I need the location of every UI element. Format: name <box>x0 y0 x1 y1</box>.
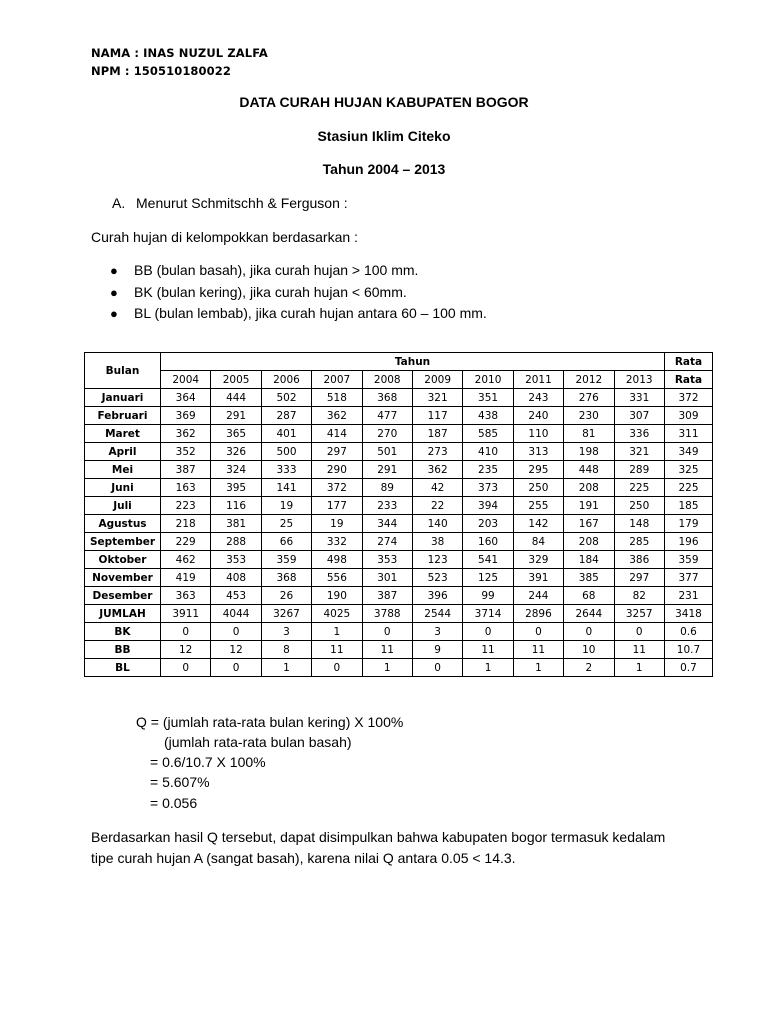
header-bulan: Bulan <box>85 353 161 389</box>
row-label: Maret <box>85 425 161 443</box>
table-cell: 462 <box>161 551 211 569</box>
list-item: ● BL (bulan lembab), jika curah hujan antara 60 – 100 mm. <box>110 305 487 321</box>
table-cell: 198 <box>564 443 614 461</box>
table-cell: 82 <box>614 587 664 605</box>
table-cell: 233 <box>362 497 412 515</box>
table-cell: 3911 <box>161 605 211 623</box>
table-cell: 0 <box>312 659 362 677</box>
table-row <box>85 533 713 551</box>
table-cell: 391 <box>513 569 563 587</box>
table-cell: 230 <box>564 407 614 425</box>
formula-line-3: = 0.6/10.7 X 100% <box>150 754 266 770</box>
formula-line-2: (jumlah rata-rata bulan basah) <box>164 734 352 750</box>
table-cell: 270 <box>362 425 412 443</box>
row-label: April <box>85 443 161 461</box>
row-label: Mei <box>85 461 161 479</box>
table-cell: 250 <box>614 497 664 515</box>
table-cell: 352 <box>161 443 211 461</box>
table-cell: 0 <box>211 659 261 677</box>
table-cell: 353 <box>362 551 412 569</box>
row-label: BB <box>85 641 161 659</box>
table-cell: 0 <box>513 623 563 641</box>
table-cell: 223 <box>161 497 211 515</box>
table-cell: 250 <box>513 479 563 497</box>
table-cell: 410 <box>463 443 513 461</box>
table-cell: 208 <box>564 479 614 497</box>
table-cell: 68 <box>564 587 614 605</box>
header-rata-2: Rata <box>664 371 712 389</box>
table-cell: 363 <box>161 587 211 605</box>
student-npm: NPM : 150510180022 <box>91 64 231 78</box>
table-row <box>85 425 713 443</box>
table-cell: 2896 <box>513 605 563 623</box>
table-cell: 362 <box>412 461 462 479</box>
table-cell: 1 <box>362 659 412 677</box>
year-header: 2012 <box>564 371 614 389</box>
table-cell: 225 <box>614 479 664 497</box>
list-item: ● BB (bulan basah), jika curah hujan > 100 mm. <box>110 262 419 278</box>
criteria-list <box>110 262 487 327</box>
average-cell: 325 <box>664 461 712 479</box>
row-label: Agustus <box>85 515 161 533</box>
table-cell: 190 <box>312 587 362 605</box>
table-cell: 297 <box>614 569 664 587</box>
table-row <box>85 623 713 641</box>
table-cell: 110 <box>513 425 563 443</box>
table-cell: 229 <box>161 533 211 551</box>
year-header: 2011 <box>513 371 563 389</box>
table-row <box>85 515 713 533</box>
table-cell: 444 <box>211 389 261 407</box>
table-cell: 307 <box>614 407 664 425</box>
table-cell: 453 <box>211 587 261 605</box>
row-label: November <box>85 569 161 587</box>
table-cell: 26 <box>261 587 311 605</box>
year-header: 2013 <box>614 371 664 389</box>
row-label: Februari <box>85 407 161 425</box>
table-cell: 523 <box>412 569 462 587</box>
table-cell: 288 <box>211 533 261 551</box>
table-cell: 163 <box>161 479 211 497</box>
formula-line-4: = 5.607% <box>150 774 210 790</box>
table-cell: 369 <box>161 407 211 425</box>
average-cell: 225 <box>664 479 712 497</box>
table-cell: 1 <box>463 659 513 677</box>
table-cell: 331 <box>614 389 664 407</box>
bullet-icon: ● <box>110 263 118 278</box>
table-cell: 148 <box>614 515 664 533</box>
table-cell: 276 <box>564 389 614 407</box>
table-cell: 373 <box>463 479 513 497</box>
table-cell: 19 <box>261 497 311 515</box>
row-label: JUMLAH <box>85 605 161 623</box>
table-cell: 362 <box>312 407 362 425</box>
table-cell: 203 <box>463 515 513 533</box>
table-row <box>85 551 713 569</box>
table-cell: 290 <box>312 461 362 479</box>
section-a-text: Menurut Schmitschh & Ferguson : <box>136 195 348 211</box>
row-label: September <box>85 533 161 551</box>
student-name: NAMA : INAS NUZUL ZALFA <box>91 46 268 60</box>
average-cell: 309 <box>664 407 712 425</box>
average-cell: 0.7 <box>664 659 712 677</box>
table-cell: 387 <box>362 587 412 605</box>
conclusion-text: Berdasarkan hasil Q tersebut, dapat disimpulkan bahwa kabupaten bogor termasuk kedalam tipe curah hujan A (sangat basah), karena nilai Q antara 0.05 < 14.3. <box>91 829 666 866</box>
table-cell: 160 <box>463 533 513 551</box>
year-header: 2007 <box>312 371 362 389</box>
table-cell: 385 <box>564 569 614 587</box>
header-tahun: Tahun <box>161 353 665 371</box>
table-cell: 502 <box>261 389 311 407</box>
rainfall-table <box>84 352 713 677</box>
table-cell: 3788 <box>362 605 412 623</box>
table-cell: 125 <box>463 569 513 587</box>
table-cell: 3 <box>261 623 311 641</box>
year-header: 2009 <box>412 371 462 389</box>
table-cell: 187 <box>412 425 462 443</box>
table-cell: 11 <box>614 641 664 659</box>
table-cell: 25 <box>261 515 311 533</box>
section-a-marker: A. <box>112 195 126 211</box>
row-label: Juli <box>85 497 161 515</box>
table-cell: 295 <box>513 461 563 479</box>
table-cell: 12 <box>211 641 261 659</box>
table-cell: 141 <box>261 479 311 497</box>
table-cell: 501 <box>362 443 412 461</box>
document-title: DATA CURAH HUJAN KABUPATEN BOGOR <box>239 94 529 110</box>
table-cell: 11 <box>513 641 563 659</box>
table-cell: 297 <box>312 443 362 461</box>
table-cell: 117 <box>412 407 462 425</box>
year-header: 2006 <box>261 371 311 389</box>
table-cell: 1 <box>614 659 664 677</box>
table-cell: 3 <box>412 623 462 641</box>
table-cell: 167 <box>564 515 614 533</box>
table-cell: 387 <box>161 461 211 479</box>
table-cell: 419 <box>161 569 211 587</box>
table-cell: 184 <box>564 551 614 569</box>
table-cell: 438 <box>463 407 513 425</box>
table-cell: 235 <box>463 461 513 479</box>
table-cell: 38 <box>412 533 462 551</box>
average-cell: 196 <box>664 533 712 551</box>
table-cell: 66 <box>261 533 311 551</box>
table-cell: 177 <box>312 497 362 515</box>
table-cell: 0 <box>161 623 211 641</box>
table-cell: 0 <box>161 659 211 677</box>
table-cell: 518 <box>312 389 362 407</box>
bullet-icon: ● <box>110 306 118 321</box>
table-cell: 8 <box>261 641 311 659</box>
table-cell: 3714 <box>463 605 513 623</box>
table-cell: 381 <box>211 515 261 533</box>
table-cell: 324 <box>211 461 261 479</box>
table-row <box>85 659 713 677</box>
table-row <box>85 587 713 605</box>
table-cell: 301 <box>362 569 412 587</box>
average-cell: 349 <box>664 443 712 461</box>
table-cell: 353 <box>211 551 261 569</box>
table-row <box>85 479 713 497</box>
average-cell: 359 <box>664 551 712 569</box>
average-cell: 377 <box>664 569 712 587</box>
table-cell: 289 <box>614 461 664 479</box>
table-cell: 12 <box>161 641 211 659</box>
table-cell: 11 <box>362 641 412 659</box>
table-cell: 99 <box>463 587 513 605</box>
table-cell: 4025 <box>312 605 362 623</box>
table-cell: 273 <box>412 443 462 461</box>
formula-line-5: = 0.056 <box>150 795 198 811</box>
table-cell: 255 <box>513 497 563 515</box>
table-cell: 4044 <box>211 605 261 623</box>
table-cell: 344 <box>362 515 412 533</box>
table-cell: 22 <box>412 497 462 515</box>
intro-text: Curah hujan di kelompokkan berdasarkan : <box>91 229 358 245</box>
table-cell: 142 <box>513 515 563 533</box>
table-cell: 313 <box>513 443 563 461</box>
year-header: 2005 <box>211 371 261 389</box>
table-cell: 140 <box>412 515 462 533</box>
table-cell: 498 <box>312 551 362 569</box>
table-row <box>85 461 713 479</box>
table-cell: 359 <box>261 551 311 569</box>
average-cell: 231 <box>664 587 712 605</box>
table-cell: 401 <box>261 425 311 443</box>
average-cell: 311 <box>664 425 712 443</box>
table-cell: 2 <box>564 659 614 677</box>
list-item: ● BK (bulan kering), jika curah hujan < 60mm. <box>110 283 407 300</box>
year-header: 2010 <box>463 371 513 389</box>
table-cell: 208 <box>564 533 614 551</box>
row-label: BL <box>85 659 161 677</box>
table-cell: 1 <box>261 659 311 677</box>
table-cell: 321 <box>614 443 664 461</box>
table-row <box>85 389 713 407</box>
table-cell: 0 <box>362 623 412 641</box>
table-cell: 84 <box>513 533 563 551</box>
average-cell: 185 <box>664 497 712 515</box>
table-row <box>85 641 713 659</box>
table-cell: 2644 <box>564 605 614 623</box>
table-cell: 1 <box>312 623 362 641</box>
row-label: Januari <box>85 389 161 407</box>
table-cell: 287 <box>261 407 311 425</box>
table-cell: 585 <box>463 425 513 443</box>
table-cell: 123 <box>412 551 462 569</box>
table-cell: 541 <box>463 551 513 569</box>
formula-line-1: Q = (jumlah rata-rata bulan kering) X 100% <box>136 714 404 730</box>
table-cell: 329 <box>513 551 563 569</box>
average-cell: 10.7 <box>664 641 712 659</box>
table-cell: 191 <box>564 497 614 515</box>
table-row <box>85 605 713 623</box>
period-title: Tahun 2004 – 2013 <box>322 161 446 177</box>
table-cell: 332 <box>312 533 362 551</box>
row-label: Juni <box>85 479 161 497</box>
table-cell: 11 <box>312 641 362 659</box>
table-cell: 321 <box>412 389 462 407</box>
table-cell: 556 <box>312 569 362 587</box>
table-row <box>85 569 713 587</box>
table-cell: 0 <box>211 623 261 641</box>
row-label: BK <box>85 623 161 641</box>
table-cell: 351 <box>463 389 513 407</box>
table-cell: 3267 <box>261 605 311 623</box>
row-label: Oktober <box>85 551 161 569</box>
table-cell: 386 <box>614 551 664 569</box>
average-cell: 179 <box>664 515 712 533</box>
table-cell: 116 <box>211 497 261 515</box>
table-cell: 1 <box>513 659 563 677</box>
table-row <box>85 497 713 515</box>
section-a-heading <box>112 195 348 211</box>
average-cell: 3418 <box>664 605 712 623</box>
station-title: Stasiun Iklim Citeko <box>317 128 451 144</box>
table-cell: 285 <box>614 533 664 551</box>
table-cell: 368 <box>362 389 412 407</box>
table-cell: 368 <box>261 569 311 587</box>
table-cell: 19 <box>312 515 362 533</box>
table-cell: 0 <box>614 623 664 641</box>
table-cell: 81 <box>564 425 614 443</box>
average-cell: 0.6 <box>664 623 712 641</box>
table-cell: 274 <box>362 533 412 551</box>
table-cell: 42 <box>412 479 462 497</box>
table-cell: 218 <box>161 515 211 533</box>
table-cell: 243 <box>513 389 563 407</box>
table-cell: 9 <box>412 641 462 659</box>
table-cell: 11 <box>463 641 513 659</box>
table-cell: 395 <box>211 479 261 497</box>
table-cell: 244 <box>513 587 563 605</box>
table-row <box>85 407 713 425</box>
average-cell: 372 <box>664 389 712 407</box>
table-cell: 336 <box>614 425 664 443</box>
bullet-icon: ● <box>110 284 118 300</box>
table-cell: 333 <box>261 461 311 479</box>
table-cell: 408 <box>211 569 261 587</box>
table-cell: 364 <box>161 389 211 407</box>
table-cell: 326 <box>211 443 261 461</box>
table-cell: 362 <box>161 425 211 443</box>
year-header: 2008 <box>362 371 412 389</box>
table-cell: 0 <box>463 623 513 641</box>
table-cell: 414 <box>312 425 362 443</box>
table-cell: 372 <box>312 479 362 497</box>
table-cell: 291 <box>211 407 261 425</box>
table-cell: 394 <box>463 497 513 515</box>
table-row <box>85 443 713 461</box>
table-cell: 240 <box>513 407 563 425</box>
table-cell: 365 <box>211 425 261 443</box>
row-label: Desember <box>85 587 161 605</box>
table-cell: 3257 <box>614 605 664 623</box>
table-cell: 477 <box>362 407 412 425</box>
table-cell: 10 <box>564 641 614 659</box>
table-cell: 500 <box>261 443 311 461</box>
table-cell: 0 <box>412 659 462 677</box>
table-cell: 89 <box>362 479 412 497</box>
header-rata-1: Rata <box>664 353 712 371</box>
table-cell: 2544 <box>412 605 462 623</box>
table-cell: 291 <box>362 461 412 479</box>
year-header: 2004 <box>161 371 211 389</box>
table-cell: 396 <box>412 587 462 605</box>
table-cell: 0 <box>564 623 614 641</box>
table-cell: 448 <box>564 461 614 479</box>
